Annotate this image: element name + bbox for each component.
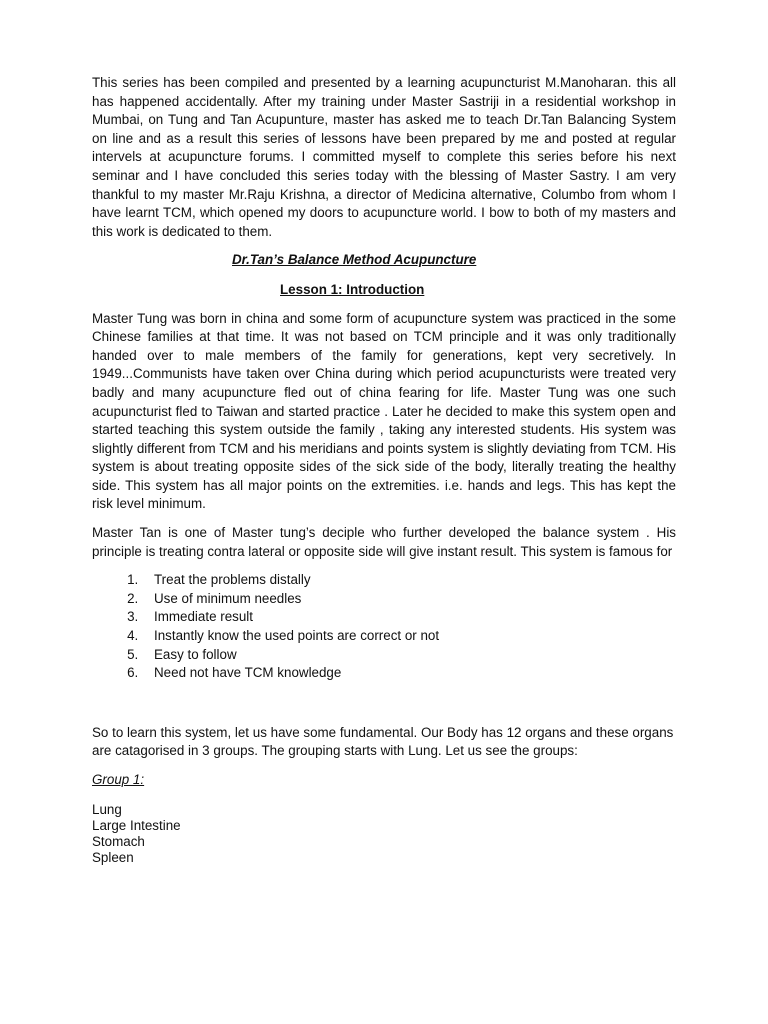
- list-item: 2. Use of minimum needles: [142, 590, 676, 609]
- list-item: Lung: [92, 801, 122, 817]
- list-item: Spleen: [92, 849, 134, 865]
- intro-paragraph: This series has been compiled and presented by a learning acupuncturist M.Manoharan. this all has happened accidentally. After my training under Master Sastriji in a residential workshop in Mumbai, on Tung and Tan Acupunture, master has asked me to teach Dr.Tan Balancing System on line and as a result this series of lessons have been prepared by me and posted at regular intervels at acupuncture forums. I committed myself to complete this series before his next seminar and I have concluded this series today with the blessing of Master Sastry. I am very thankful to my master Mr.Raju Krishna, a director of Medicina alternative, Columbo from whom I have learnt TCM, which opened my doors to acupuncture world. I bow to both of my masters and this work is dedicated to them.: [92, 75, 676, 239]
- master-tung-paragraph: Master Tung was born in china and some form of acupuncture system was practiced in the some Chinese families at that time. It was not based on TCM principle and it was only traditionally handed over to male members of the family for generations, kept very secretively. In 1949...Communists have taken over China during which period acupuncturists were treated very badly and many acupuncture fled out of china fearing for life. Master Tung was one such acupuncturist fled to Taiwan and started practice . Later he decided to make this system open and started teaching this system outside the family , taking any interested students. His system was slightly different from TCM and his meridians and points system is slightly deviating from TCM. His system is about treating opposite sides of the sick side of the body, literally treating the healthy side. This system has all major points on the extremities. i.e. hands and legs. This has kept the risk level minimum.: [92, 310, 676, 512]
- list-item: 1. Treat the problems distally: [142, 571, 676, 590]
- document-page: [92, 74, 676, 866]
- lesson-title: Lesson 1: Introduction: [280, 281, 425, 297]
- list-item: Stomach: [92, 833, 145, 849]
- benefits-list: [92, 571, 676, 683]
- organ-list: [92, 802, 676, 866]
- list-item: 3. Immediate result: [142, 608, 676, 627]
- document-title: Dr.Tan’s Balance Method Acupuncture: [232, 252, 477, 268]
- group-heading: Group 1:: [92, 772, 145, 787]
- list-item: 5. Easy to follow: [142, 646, 676, 665]
- fundamental-paragraph: So to learn this system, let us have some fundamental. Our Body has 12 organs and these organs are catagorised in 3 groups. The grouping starts with Lung. Let us see the groups:: [92, 724, 674, 759]
- list-item: 4. Instantly know the used points are correct or not: [142, 627, 676, 646]
- list-item: Large Intestine: [92, 817, 181, 833]
- list-item: 6. Need not have TCM knowledge: [142, 664, 676, 683]
- master-tan-paragraph: Master Tan is one of Master tung’s deciple who further developed the balance system . His principle is treating contra lateral or opposite side will give instant result. This system is famous for: [92, 525, 676, 559]
